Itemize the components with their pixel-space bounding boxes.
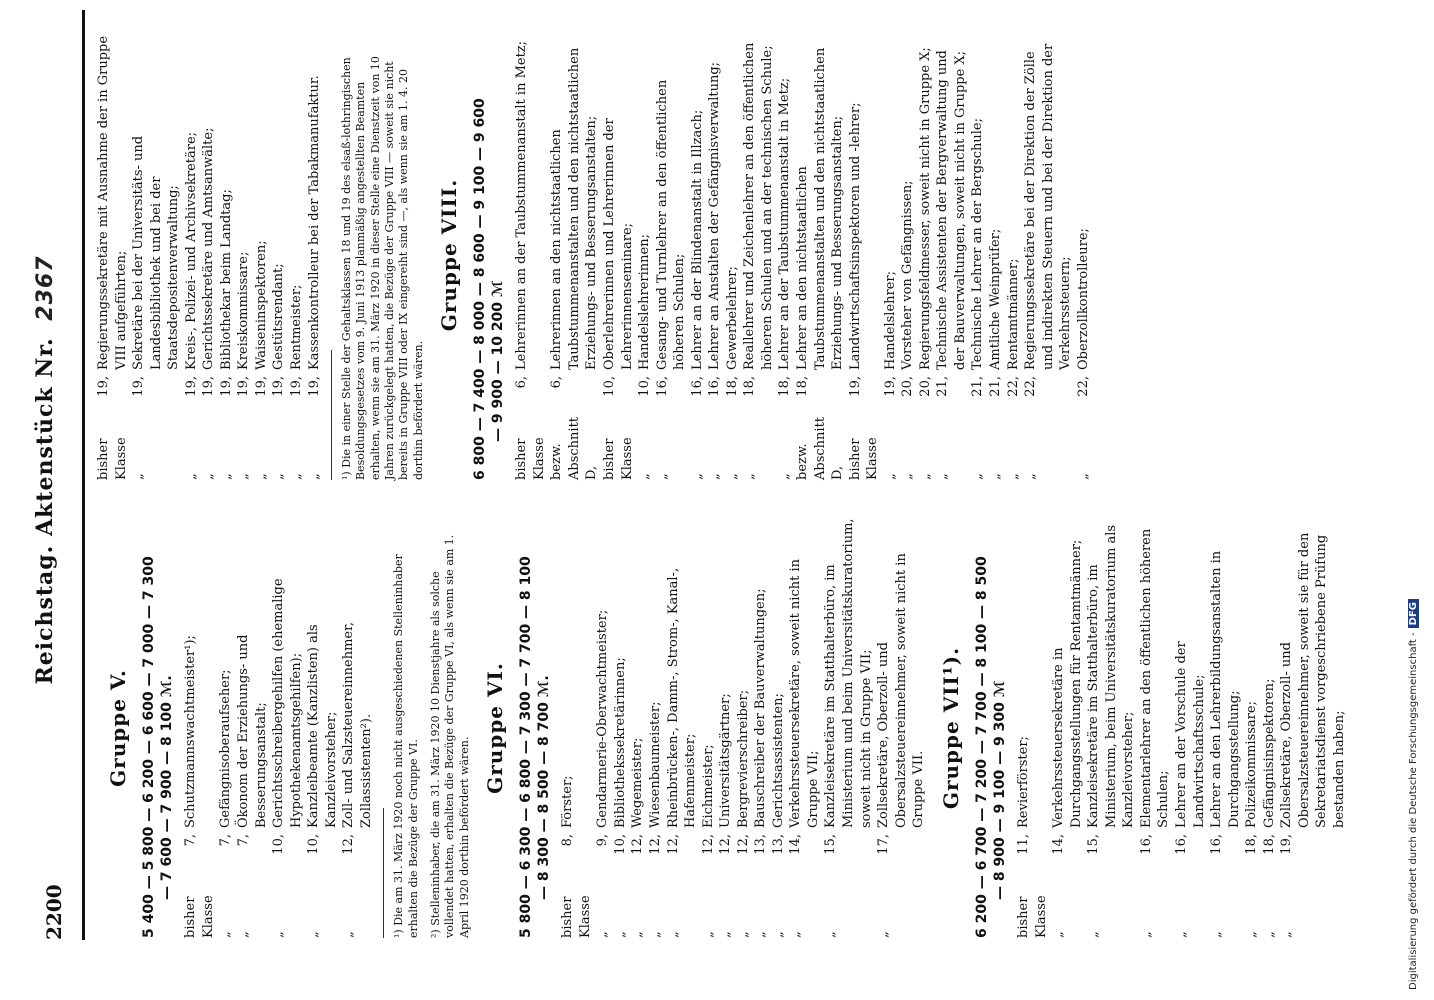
list-item [689,30,707,480]
class-number: 18, [1261,834,1277,855]
footnote-2: ²) Stelleninhaber, die am 31. März 1920 10 Dienstjahre als solche vollendet hatten, erhalten die Bezüge der Gruppe VI, als wenn sie am 1. April 1920 dorthin befördert wären. [428,534,471,938]
page-title [32,0,58,940]
class-label: „ [665,931,681,938]
list-item [741,30,776,480]
class-label: „ [341,931,357,938]
position-title: Lehrer an der Blindenanstalt in Illzach; [689,109,705,370]
position-title: Gendarmerie-Oberwachtmeister; [595,609,611,828]
position-title: Technische Lehrer an der Bergschule; [970,118,986,370]
position-title: Lehrer an der Vorschule der Landwirtschaftsschule; [1174,641,1207,828]
position-title: Förster; [560,775,576,828]
page-header [32,0,80,940]
class-number: 14, [1051,834,1067,855]
list-item [822,518,875,938]
class-number: 19, [96,376,111,397]
class-number: 22, [1005,376,1021,397]
position-title: Gerichtssekretäre und Amtsanwälte; [201,127,217,370]
salary-line-1: 5 800 — 6 300 — 6 800 — 7 300 — 7 700 — 8 100 [517,556,534,938]
position-title: Lehrer an den nichtstaatlichen Taubstummenanstalten und den nichtstaatlichen Erziehungs- und Besserungsanstalten; [795,47,846,370]
page-number: 2200 [42,884,66,940]
list-item [794,30,847,480]
list-item [875,518,928,938]
position-title: Handelslehrerinnen; [637,234,653,370]
list-item [559,518,594,938]
position-title: Gefängnisinspektoren; [1261,678,1277,828]
class-label: „ [707,473,723,480]
class-label: „ [882,473,898,480]
list-item [735,518,753,938]
class-label: „ [1279,931,1295,938]
position-title: Lehrer an den Lehrerbildungsanstalten in Durchgangsstellung; [1209,550,1242,828]
list-item [235,518,270,938]
class-number: 19, [236,376,252,397]
class-number: 10, [612,834,628,855]
position-title: Bibliothekssekretärinnen; [612,657,628,828]
class-label: „ [637,473,653,480]
position-title: Waiseninspektoren; [253,240,269,370]
class-label: bisher Klasse [183,895,216,938]
group-vii-rows [1015,518,1348,938]
class-label: „ [1261,931,1277,938]
class-number: 21, [988,376,1004,397]
funding-text: Digitalisierung gefördert durch die Deutsche Forschungsgemeinschaft - [1408,632,1419,990]
list-item [601,30,636,480]
position-title: Kreiskommissare; [236,251,252,370]
class-label: bisher Klasse [96,437,129,480]
class-number: 15, [823,834,839,855]
position-title: Vorsteher von Gefängnissen; [900,180,916,370]
class-number: 10, [637,376,653,397]
list-item [217,518,235,938]
class-number: 7, [236,834,252,847]
class-number: 19, [1279,834,1295,855]
salary-line-2: — 8 300 — 8 500 — 8 700 ℳ. [536,675,553,900]
list-item [1085,518,1138,938]
class-number: 18, [777,376,793,397]
list-item [513,30,548,480]
salary-line-2: — 7 600 — 7 900 — 8 100 ℳ. [159,675,176,900]
list-item [647,518,665,938]
class-number: 17, [876,834,892,855]
list-item [1138,518,1173,938]
class-number: 7, [183,834,199,847]
list-item [218,30,236,480]
position-title: Kanzleibeamte (Kanzlisten) als Kanzleivorsteher; [306,624,339,828]
class-number: 16, [654,376,670,397]
position-title: Regierungssekretäre bei der Direktion der Zölle und indirekten Steuern und bei der Direktion der Verkehrssteuern; [1023,43,1074,370]
group-viii-salary [471,30,507,480]
class-label: „ [1005,473,1021,480]
class-label: „ [218,473,234,480]
class-number: 19, [201,376,217,397]
list-item [1278,518,1348,938]
class-label: „ [777,473,793,480]
class-label: „ [131,473,147,480]
position-title: Sekretäre bei der Universitäts- und Landesbibliothek und bei der Staatsdepositenverwaltung; [131,135,182,370]
position-title: Verkehrssteuersekretäre in Durchgangsstellungen für Rentamtmänner; [1051,539,1084,828]
class-number: 12, [700,834,716,855]
position-title: Handelslehrer; [882,270,898,370]
class-number: 11, [1016,834,1032,855]
class-number: 21, [935,376,951,397]
list-item [717,518,735,938]
list-item [548,30,601,480]
group-viii-heading: Gruppe VIII. [436,178,461,332]
class-label: „ [823,931,839,938]
position-title: Lehrerinnen an der Taubstummenanstalt in Metz; [514,40,530,370]
position-title: Elementarlehrer an den öffentlichen höheren Schulen; [1138,528,1172,828]
class-number: 18, [724,376,740,397]
class-label: „ [988,473,1004,480]
class-label: „ [630,931,646,938]
right-column [95,30,1092,480]
group-viii-rows [513,30,1092,480]
position-title: Oberlehrerinnen und Lehrerinnen der Lehrerinnenseminare; [602,118,635,370]
class-label: „ [236,473,252,480]
position-title: Amtliche Weinprüfer; [988,228,1004,370]
dfg-logo: DFG [1408,599,1419,628]
class-number: 12, [665,834,681,855]
position-title: Wegemeister; [630,737,646,828]
class-number: 19, [253,376,269,397]
class-label: „ [900,473,916,480]
footnote-1: ¹) Die am 31. März 1920 noch nicht ausgeschiedenen Stelleninhaber erhalten die Bezüge der Gruppe VI. [392,554,420,938]
list-item [270,30,288,480]
position-title: Schutzmannswachtmeister¹); [183,635,199,828]
class-label: „ [1209,931,1225,938]
group-vii-salary [973,518,1009,938]
class-label: „ [1174,931,1190,938]
position-title: Reallehrer und Zeichenlehrer an den öffentlichen höheren Schulen und an der technischen Schule; [742,42,775,370]
class-label: bisher Klasse [560,895,593,938]
list-item [787,518,822,938]
position-title: Regierungssekretäre mit Ausnahme der in Gruppe VIII aufgeführten; [96,35,129,370]
group-vii-heading: Gruppe VII¹). [938,646,963,810]
class-label: „ [1244,931,1260,938]
class-label: „ [1138,931,1154,938]
class-number: 19, [306,376,322,397]
class-number: 19, [882,376,898,397]
list-item [752,518,770,938]
list-item [1075,30,1093,480]
class-number: 12, [718,834,734,855]
class-label: „ [218,931,234,938]
class-number: 19, [218,376,234,397]
position-title: Kanzleisekretäre im Statthalterbüro, im Ministerium, beim Universitätskuratorium als Kanzleivorsteher; [1086,524,1137,828]
position-title: Regierungsfeldmesser, soweit nicht in Gruppe X; [917,47,933,370]
header-rule [82,10,85,940]
list-item [654,30,689,480]
list-item [700,518,718,938]
group-v-heading: Gruppe V. [106,669,130,787]
list-item [724,30,742,480]
class-label: „ [1086,931,1102,938]
position-title: Bibliothekar beim Landtag; [218,189,234,370]
position-title: Rentamtmänner; [1005,258,1021,370]
class-label: „ [253,473,269,480]
list-item [235,30,253,480]
title-text: Reichstag. Aktenstück Nr. [32,337,58,685]
list-item [1243,518,1261,938]
class-label: „ [689,473,705,480]
class-number: 7, [218,834,234,847]
class-label: „ [700,931,716,938]
list-item [182,518,217,938]
group-v-salary [140,518,176,938]
class-label: „ [935,473,951,480]
list-item [917,30,935,480]
list-item [1015,518,1050,938]
group-vi-heading: Gruppe VI. [482,662,507,794]
position-title: Bergrevierschreiber; [735,689,751,828]
list-item [934,30,969,480]
list-item [969,30,987,480]
class-label: „ [289,473,305,480]
position-title: Gerichtsschreibergehilfen (ehemalige Hypothekenamtsgehilfen); [271,578,304,828]
list-item [847,30,882,480]
position-title: Gewerbelehrer; [724,266,740,370]
list-item [95,30,130,480]
class-label: „ [595,931,611,938]
list-item [1022,30,1075,480]
class-label: „ [724,473,740,480]
class-label: „ [306,473,322,480]
class-label: „ [718,931,734,938]
class-number: 12, [647,834,663,855]
position-title: Technische Assistenten der Bergverwaltung und der Bauverwaltungen, soweit nicht in Gruppe X; [935,50,968,370]
position-title: Rentmeister; [289,284,305,370]
position-title: Bauschreiber der Bauverwaltungen; [753,588,769,828]
class-number: 9, [595,834,611,847]
funding-sidebar [1404,0,1434,1000]
position-title: Zoll- und Salzsteuereinnehmer, Zollassistenten²). [341,621,374,828]
class-number: 16, [707,376,723,397]
position-title: Revierförster; [1016,736,1032,828]
list-item [629,518,647,938]
position-title: Rheinbrücken-, Damm-, Strom-, Kanal-, Hafenmeister; [665,567,699,828]
position-title: Zollsekretäre, Oberzoll- und Obersalzsteuereinnehmer, soweit sie für den Sekretariatsdienst vorgeschriebene Prüfung bestanden haben; [1279,532,1347,828]
class-number: 18, [1244,834,1260,855]
footnote-group-vii: ¹) Die in einer Stelle der Gehaltsklassen 18 und 19 des elsaß-lothringischen Besoldungsgesetzes vom 9. Juni 1913 planmäßig angestellten Beamten erhalten, wenn sie am 31. März 1920 in dieser Stelle eine Dienstzeit von 10 Jahren zurückgelegt hatten, die Bezüge der Gruppe VIII — soweit sie nicht bereits in Gruppe VIII oder IX eingereiht sind —, als wenn sie am 1. 4. 20 dorthin befördert wären. [340,56,425,480]
group-vi-rows [559,518,927,938]
position-title: Gestütsrendant; [271,263,287,370]
position-title: Lehrerinnen an den nichtstaatlichen Taubstummenanstalten und den nichtstaatlichen Erziehungs- und Besserungsanstalten; [549,47,600,370]
class-number: 19, [289,376,305,397]
class-number: 13, [770,834,786,855]
class-number: 6, [549,376,565,389]
list-item [288,30,306,480]
list-item [665,518,700,938]
group-vii-continued-rows [95,30,323,480]
list-item [1050,518,1085,938]
class-number: 6, [514,376,530,389]
position-title: Gefängnisoberaufseher; [218,669,234,828]
list-item [253,30,271,480]
position-title: Wiesenbaumeister; [647,701,663,828]
group-vi-salary [517,518,553,938]
left-column [95,518,1349,938]
salary-line-1: 5 400 — 5 800 — 6 200 — 6 600 — 7 000 — 7 300 [141,556,157,938]
class-label: „ [201,473,217,480]
group-v-rows [182,518,375,938]
class-number: 22, [1023,376,1039,397]
position-title: Verkehrssteuersekretäre, soweit nicht in Gruppe VII; [788,558,821,828]
class-number: 13, [753,834,769,855]
list-item [636,30,654,480]
class-number: 19, [271,376,287,397]
salary-line-1: 6 800 — 7 400 — 8 000 — 8 600 — 9 100 — 9 600 [471,98,488,480]
class-label: „ [271,473,287,480]
salary-line-2: — 8 900 — 9 100 — 9 300 ℳ [991,680,1008,900]
list-item [1208,518,1243,938]
class-label: bisher Klasse [847,437,881,480]
position-title: Kreis-, Polizei- und Archivsekretäre; [183,131,199,370]
class-label: bezw. Abschnitt D, [795,416,846,480]
class-number: 12, [341,834,357,855]
list-item [776,30,794,480]
list-item [899,30,917,480]
class-label: „ [654,473,670,480]
class-number: 22, [1075,376,1091,397]
funding-note [1408,0,1419,990]
class-number: 10, [602,376,617,397]
salary-line-1: 6 200 — 6 700 — 7 200 — 7 700 — 8 100 — 8 500 [973,556,990,938]
list-item [340,518,375,938]
list-item [706,30,724,480]
class-number: 10, [271,834,287,855]
class-number: 19, [183,376,199,397]
position-title: Lehrer an Anstalten der Gefängnisverwaltung; [707,61,723,370]
class-label: „ [742,473,758,480]
class-number: 8, [560,834,576,847]
position-title: Oberzollkontrolleure; [1075,228,1091,370]
class-number: 18, [742,376,758,397]
list-item [1005,30,1023,480]
class-label: bezw. Abschnitt D, [549,416,600,480]
class-label: bisher Klasse [602,437,635,480]
list-item [612,518,630,938]
class-label: „ [876,931,892,938]
class-number: 18, [795,376,811,397]
class-number: 15, [1086,834,1102,855]
class-label: „ [236,931,252,938]
class-label: „ [788,931,804,938]
class-label: „ [271,931,287,938]
class-number: 19, [847,376,863,397]
class-number: 16, [689,376,705,397]
class-label: „ [735,931,751,938]
list-item [1261,518,1279,938]
class-number: 16, [1138,834,1154,855]
class-label: bisher Klasse [1016,895,1049,938]
list-item [594,518,612,938]
class-number: 12, [630,834,646,855]
position-title: Eichmeister; [700,744,716,828]
class-label: „ [770,931,786,938]
class-label: „ [917,473,933,480]
class-number: 12, [735,834,751,855]
class-label: „ [183,473,199,480]
class-number: 14, [788,834,804,855]
salary-line-2: — 9 900 — 10 200 ℳ [490,280,507,442]
class-number: 16, [1174,834,1190,855]
class-number: 20, [900,376,916,397]
class-label: bisher Klasse [514,437,547,480]
list-item [183,30,201,480]
list-item [1173,518,1208,938]
list-item [130,30,183,480]
class-label: „ [1051,931,1067,938]
class-label: „ [970,473,986,480]
list-item [882,30,900,480]
class-label: „ [1075,473,1091,480]
class-label: „ [1023,473,1039,480]
footnote-rule [331,350,332,480]
position-title: Polizeikommissare; [1244,701,1260,828]
class-number: 10, [306,834,322,855]
handwritten-number: 2367 [33,255,58,321]
class-number: 19, [131,376,147,397]
position-title: Ökonom der Erziehungs- und Besserungsanstalt; [236,634,269,828]
position-title: Universitätsgärtner; [718,693,734,828]
class-label: „ [306,931,322,938]
position-title: Zollsekretäre, Oberzoll- und Obersalzsteuereinnehmer, soweit nicht in Gruppe VII. [876,553,927,828]
class-number: 20, [917,376,933,397]
position-title: Gerichtsassistenten; [770,693,786,828]
list-item [200,30,218,480]
class-number: 21, [970,376,986,397]
list-item [305,518,340,938]
class-label: „ [753,931,769,938]
footnote-rule [383,808,384,938]
class-label: „ [612,931,628,938]
position-title: Kanzleisekretäre im Statthalterbüro, im Ministerium und beim Universitätskuratorium, soweit nicht in Gruppe VII; [823,518,874,828]
list-item [987,30,1005,480]
list-item [306,30,324,480]
position-title: Kassenkontrolleur bei der Tabakmanufaktur. [306,75,322,370]
class-number: 16, [1209,834,1225,855]
position-title: Gesang- und Turnlehrer an den öffentlichen höheren Schulen; [654,79,688,370]
list-item [770,518,788,938]
position-title: Lehrer an der Taubstummenanstalt in Metz; [777,77,793,370]
position-title: Landwirtschaftsinspektoren und -lehrer; [847,102,863,370]
list-item [270,518,305,938]
class-label: „ [647,931,663,938]
